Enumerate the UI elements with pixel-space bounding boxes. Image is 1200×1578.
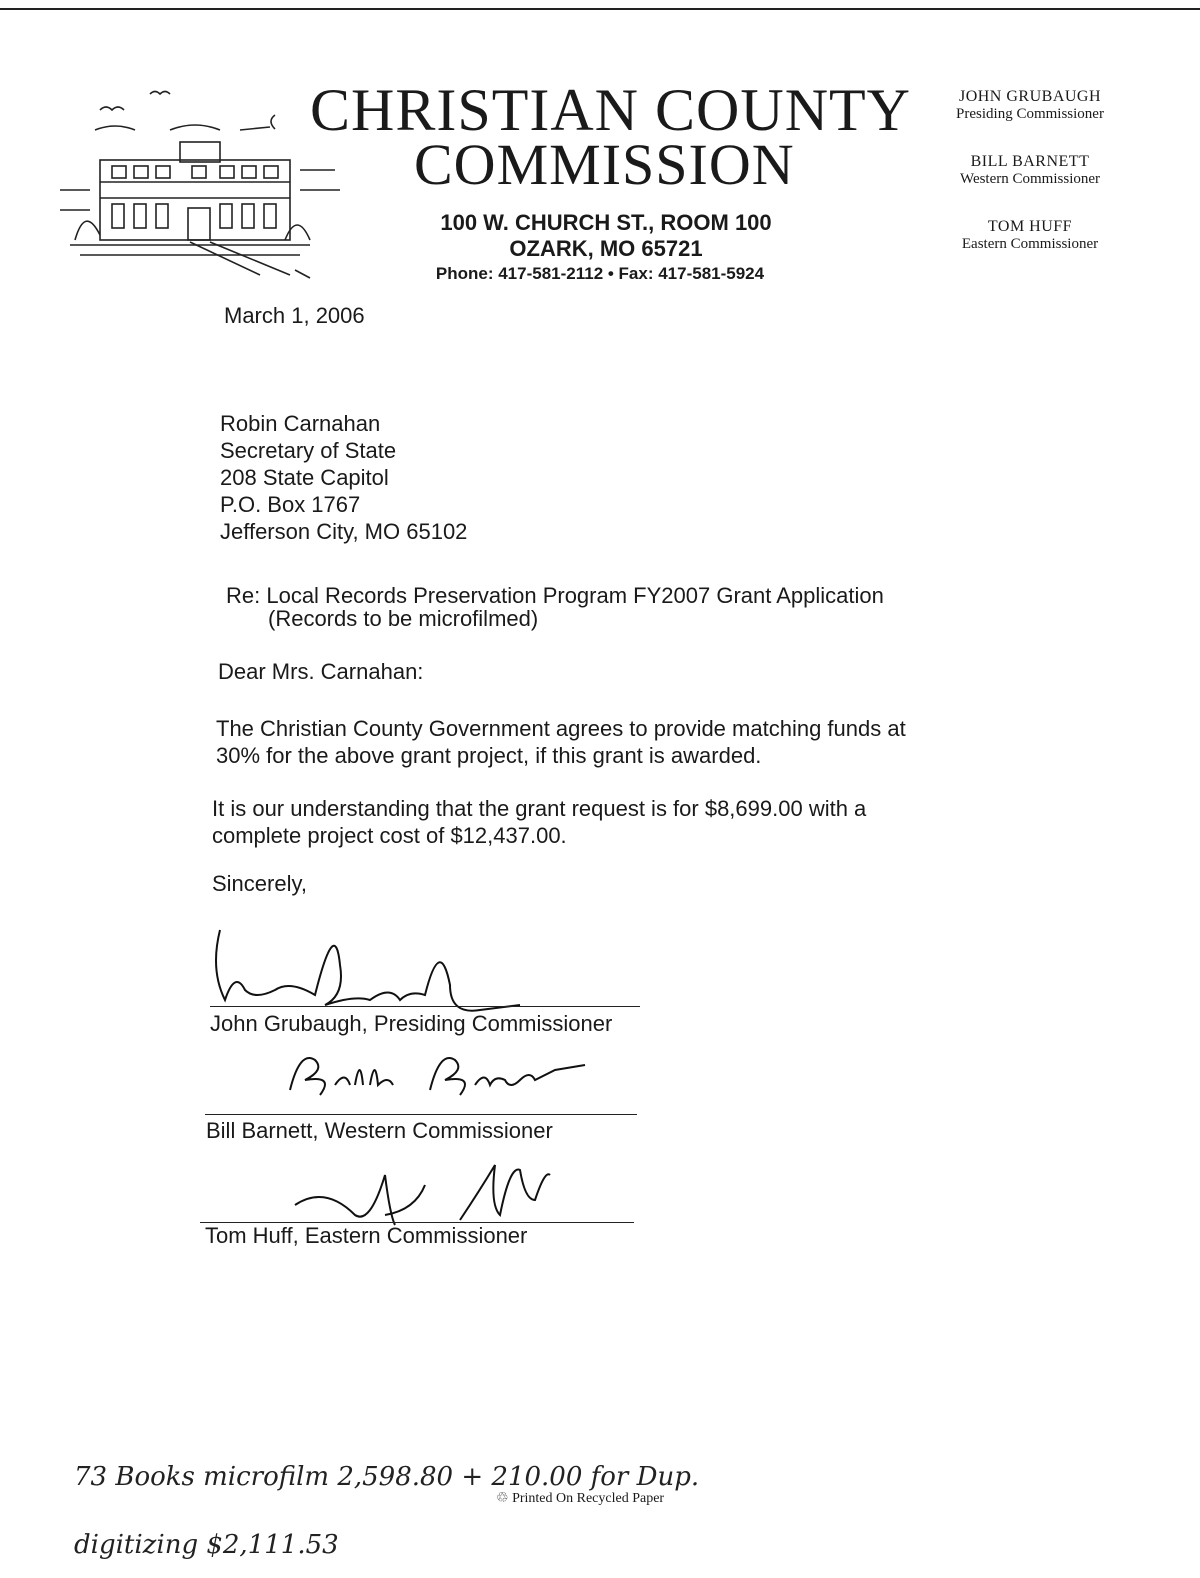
recipient-line: Jefferson City, MO 65102 xyxy=(220,519,468,544)
closing: Sincerely, xyxy=(212,871,307,896)
re-line1: Re: Local Records Preservation Program FY2007 Grant Application xyxy=(226,583,884,608)
recycled-text: Printed On Recycled Paper xyxy=(512,1491,665,1506)
signature-line xyxy=(205,1114,637,1115)
recipient-line: Secretary of State xyxy=(220,438,397,463)
signature-line xyxy=(210,1006,640,1007)
signature-grubaugh-icon xyxy=(205,920,605,1020)
address-line1: 100 W. CHURCH ST., ROOM 100 xyxy=(440,210,772,235)
re-line2: (Records to be microfilmed) xyxy=(268,606,539,631)
recipient-line: Robin Carnahan xyxy=(220,411,381,436)
signature-barnett-icon xyxy=(280,1045,600,1105)
salutation: Dear Mrs. Carnahan: xyxy=(218,659,424,684)
letterhead-title-line1: CHRISTIAN COUNTY xyxy=(310,77,911,143)
paragraph-1 xyxy=(216,715,906,769)
commissioner-role: Eastern Commissioner xyxy=(961,236,1099,252)
letter-date: March 1, 2006 xyxy=(224,303,365,328)
recipient-line: 208 State Capitol xyxy=(220,465,389,490)
handwritten-note-line1: 73 Books microfilm 2,598.80 + 210.00 for Dup. xyxy=(74,1462,700,1492)
letterhead-title-line2: COMMISSION xyxy=(414,132,795,197)
paragraph-line: complete project cost of $12,437.00. xyxy=(212,823,567,848)
signer-grubaugh: John Grubaugh, Presiding Commissioner xyxy=(210,1011,613,1036)
paragraph-line: It is our understanding that the grant request is for $8,699.00 with a xyxy=(212,796,867,821)
commissioner-name: TOM HUFF xyxy=(987,218,1073,235)
paragraph-line: The Christian County Government agrees to provide matching funds at xyxy=(216,716,906,741)
signer-barnett: Bill Barnett, Western Commissioner xyxy=(206,1118,553,1143)
commissioner-role: Western Commissioner xyxy=(959,171,1101,187)
phone-fax: Phone: 417-581-2112 • Fax: 417-581-5924 xyxy=(435,264,765,283)
recycle-icon: ♲ xyxy=(496,1491,509,1506)
top-border-line xyxy=(0,8,1200,10)
courthouse-logo-icon xyxy=(60,70,350,280)
recipient-block xyxy=(220,410,467,545)
commissioners-list xyxy=(930,88,1130,253)
commissioner-name: JOHN GRUBAUGH xyxy=(958,88,1102,105)
paragraph-line: 30% for the above grant project, if this grant is awarded. xyxy=(216,743,762,768)
address-line2: OZARK, MO 65721 xyxy=(509,236,703,261)
handwritten-note-line2: digitizing $2,111.53 xyxy=(74,1530,339,1560)
commissioner-role: Presiding Commissioner xyxy=(956,106,1104,122)
paragraph-2 xyxy=(212,795,866,849)
recipient-line: P.O. Box 1767 xyxy=(220,492,361,517)
signer-huff: Tom Huff, Eastern Commissioner xyxy=(205,1223,528,1248)
recycled-note xyxy=(496,1490,664,1507)
commissioner-name: BILL BARNETT xyxy=(970,153,1090,170)
